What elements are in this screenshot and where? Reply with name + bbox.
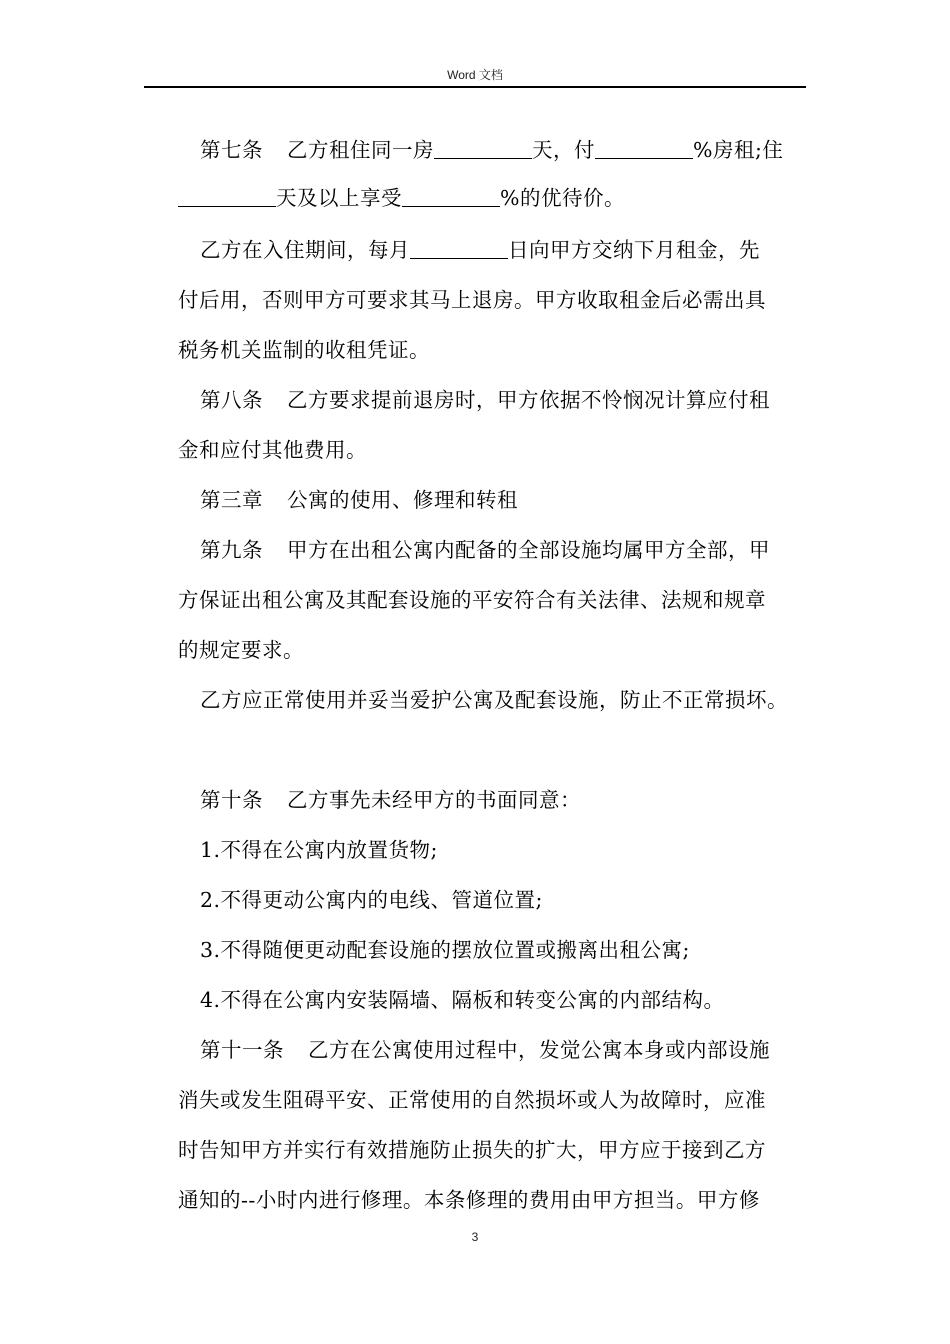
- article-11-text: 乙方在公寓使用过程中，发觉公寓本身或内部设施: [308, 1038, 770, 1062]
- article-7-line-1: [200, 136, 783, 164]
- article-7-text-e: %的优待价。: [500, 186, 625, 210]
- chapter-3-number: 第三章: [200, 488, 263, 512]
- rent-line-2: 付后用，否则甲方可要求其马上退房。甲方收取租金后必需出具: [178, 288, 766, 312]
- article-11-line-1: [200, 1036, 770, 1064]
- article-10-item-2: 2.不得更动公寓内的电线、管道位置;: [200, 888, 543, 912]
- article-11-line-4: 通知的--小时内进行修理。本条修理的费用由甲方担当。甲方修: [178, 1188, 760, 1212]
- article-8-heading: 第八条: [200, 388, 263, 412]
- header-divider: [144, 86, 806, 88]
- article-9-text: 甲方在出租公寓内配备的全部设施均属甲方全部，甲: [287, 538, 770, 562]
- article-7-text-d: 天及以上享受: [276, 186, 402, 210]
- article-10-item-1: 1.不得在公寓内放置货物;: [200, 838, 438, 862]
- chapter-3-title: 公寓的使用、修理和转租: [287, 488, 518, 512]
- rent-text-b: 日向甲方交纳下月租金，先: [508, 238, 760, 262]
- article-8-text: 乙方要求提前退房时，甲方依据不怜悯况计算应付租: [287, 388, 770, 412]
- article-10-text: 乙方事先未经甲方的书面同意：: [287, 788, 581, 812]
- fill-blank[interactable]: [410, 238, 508, 259]
- article-8-line-2: 金和应付其他费用。: [178, 438, 367, 462]
- rent-line-3: 税务机关监制的收租凭证。: [178, 338, 430, 362]
- rent-text-a: 乙方在入住期间，每月: [200, 238, 410, 262]
- fill-blank[interactable]: [434, 138, 532, 159]
- article-11-heading: 第十一条: [200, 1038, 284, 1062]
- rent-line-1: [200, 236, 760, 264]
- article-7-text-a: 乙方租住同一房: [287, 138, 434, 162]
- article-10-heading: 第十条: [200, 788, 263, 812]
- article-7-text-b: 天，付: [532, 138, 595, 162]
- article-11-line-3: 时告知甲方并实行有效措施防止损失的扩大，甲方应于接到乙方: [178, 1138, 766, 1162]
- article-7-heading: 第七条: [200, 138, 263, 162]
- page-header-title: Word 文档: [447, 68, 503, 82]
- article-7-line-2: [178, 184, 625, 212]
- chapter-3-heading: [200, 486, 518, 514]
- fill-blank[interactable]: [178, 186, 276, 207]
- article-7-text-c: %房租;住: [693, 138, 784, 162]
- article-10-item-4: 4.不得在公寓内安装隔墙、隔板和转变公寓的内部结构。: [200, 988, 725, 1012]
- fill-blank[interactable]: [402, 186, 500, 207]
- page-number: 3: [471, 1230, 479, 1244]
- article-9-line-2: 方保证出租公寓及其配套设施的平安符合有关法律、法规和规章: [178, 588, 766, 612]
- article-9-line-3: 的规定要求。: [178, 638, 304, 662]
- article-9-heading: 第九条: [200, 538, 263, 562]
- proper-use-line: 乙方应正常使用并妥当爱护公寓及配套设施，防止不正常损坏。: [200, 688, 788, 712]
- fill-blank[interactable]: [595, 138, 693, 159]
- article-11-line-2: 消失或发生阻碍平安、正常使用的自然损坏或人为故障时，应准: [178, 1088, 766, 1112]
- article-8-line-1: [200, 386, 770, 414]
- article-10-item-3: 3.不得随便更动配套设施的摆放位置或搬离出租公寓;: [200, 938, 690, 962]
- article-9-line-1: [200, 536, 770, 564]
- article-10-line-1: [200, 786, 581, 814]
